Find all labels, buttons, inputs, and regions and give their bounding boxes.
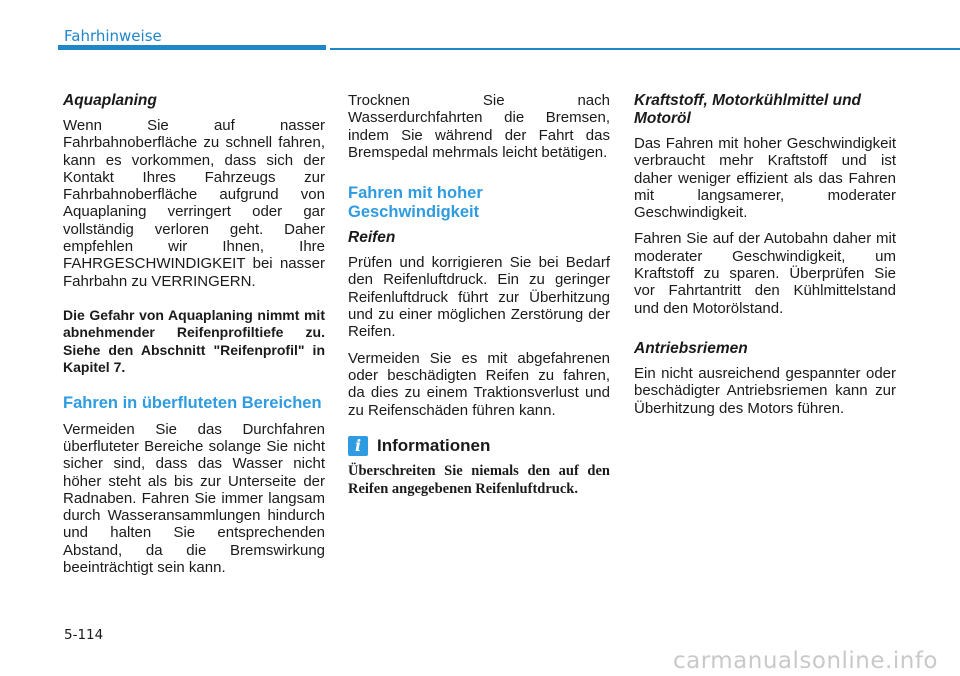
info-title: Informationen: [377, 435, 491, 455]
header-rule-thin: [330, 48, 960, 50]
flooded-areas-heading: Fahren in überfluteten Bereichen: [63, 394, 322, 413]
header-rule-thick: [58, 45, 326, 50]
section-title: Fahrhinweise: [64, 27, 162, 45]
tires-paragraph-2: Vermeiden Sie es mit abgefahrenen oder beschädigten Reifen zu fahren, da dies zu einem Traktionsverlust und zu Reifenschäden führen kann.: [348, 349, 610, 419]
tires-heading: Reifen: [348, 229, 396, 247]
aquaplaning-paragraph: Wenn Sie auf nasser Fahrbahnoberfläche zu schnell fahren, kann es vorkommen, dass sich der Kontakt Ihres Fahrzeugs zur Fahrbahnoberfläche aufgrund von Aquaplaning verringert oder gar vollständig verloren geht. Daher empfehlen wir Ihnen, Ihre FAHRGESCHWINDIGKEIT bei nasser Fahrbahn zu VERRINGERN.: [63, 117, 325, 290]
aquaplaning-note: Die Gefahr von Aquaplaning nimmt mit abnehmender Reifenprofiltiefe zu. Siehe den Abschnitt "Reifenprofil" in Kapitel 7.: [63, 306, 325, 375]
info-text: Überschreiten Sie niemals den auf den Reifen angegebenen Reifenluftdruck.: [348, 462, 610, 497]
column-1: [63, 92, 325, 585]
drive-belt-heading: Antriebsriemen: [634, 339, 748, 357]
column-3: [634, 92, 896, 426]
high-speed-heading: Fahren mit hoher Geschwindigkeit: [348, 184, 483, 221]
info-icon: i: [348, 436, 368, 456]
drive-belt-paragraph: Ein nicht ausreichend gespannter oder beschädigter Antriebsriemen kann zur Überhitzung des Motors führen.: [634, 364, 896, 417]
aquaplaning-heading: Aquaplaning: [63, 92, 157, 109]
info-box-header: [348, 436, 610, 456]
fuel-paragraph-1: Das Fahren mit hoher Geschwindigkeit verbraucht mehr Kraftstoff und ist daher weniger effizient als das Fahren mit langsamerer, moderater Geschwindigkeit.: [634, 135, 896, 222]
page-number: 5-114: [64, 627, 104, 643]
fuel-coolant-oil-heading: Kraftstoff, Motorkühlmittel und Motoröl: [634, 92, 862, 127]
brakes-drying-paragraph: Trocknen Sie nach Wasserdurchfahrten die Bremsen, indem Sie während der Fahrt das Bremspedal mehrmals leicht betätigen.: [348, 92, 610, 161]
column-2: [348, 92, 610, 498]
tires-paragraph-1: Prüfen und korrigieren Sie bei Bedarf den Reifenluftdruck. Ein zu geringer Reifenluftdruck führt zur Überhitzung und zu einer möglichen Zerstörung der Reifen.: [348, 254, 610, 341]
flooded-areas-paragraph: Vermeiden Sie das Durchfahren überfluteter Bereiche solange Sie nicht sicher sind, dass das Wasser nicht höher steht als bis zur Unterseite der Radnaben. Fahren Sie immer langsam durch Wasseransammlungen hindurch und halten Sie entsprechenden Abstand, da die Bremswirkung beeinträchtigt sein kann.: [63, 420, 325, 577]
watermark: carmanualsonline.info: [672, 648, 938, 674]
fuel-paragraph-2: Fahren Sie auf der Autobahn daher mit moderater Geschwindigkeit, um Kraftstoff zu sparen. Überprüfen Sie vor Fahrtantritt den Kühlmittelstand und den Motorölstand.: [634, 230, 896, 317]
